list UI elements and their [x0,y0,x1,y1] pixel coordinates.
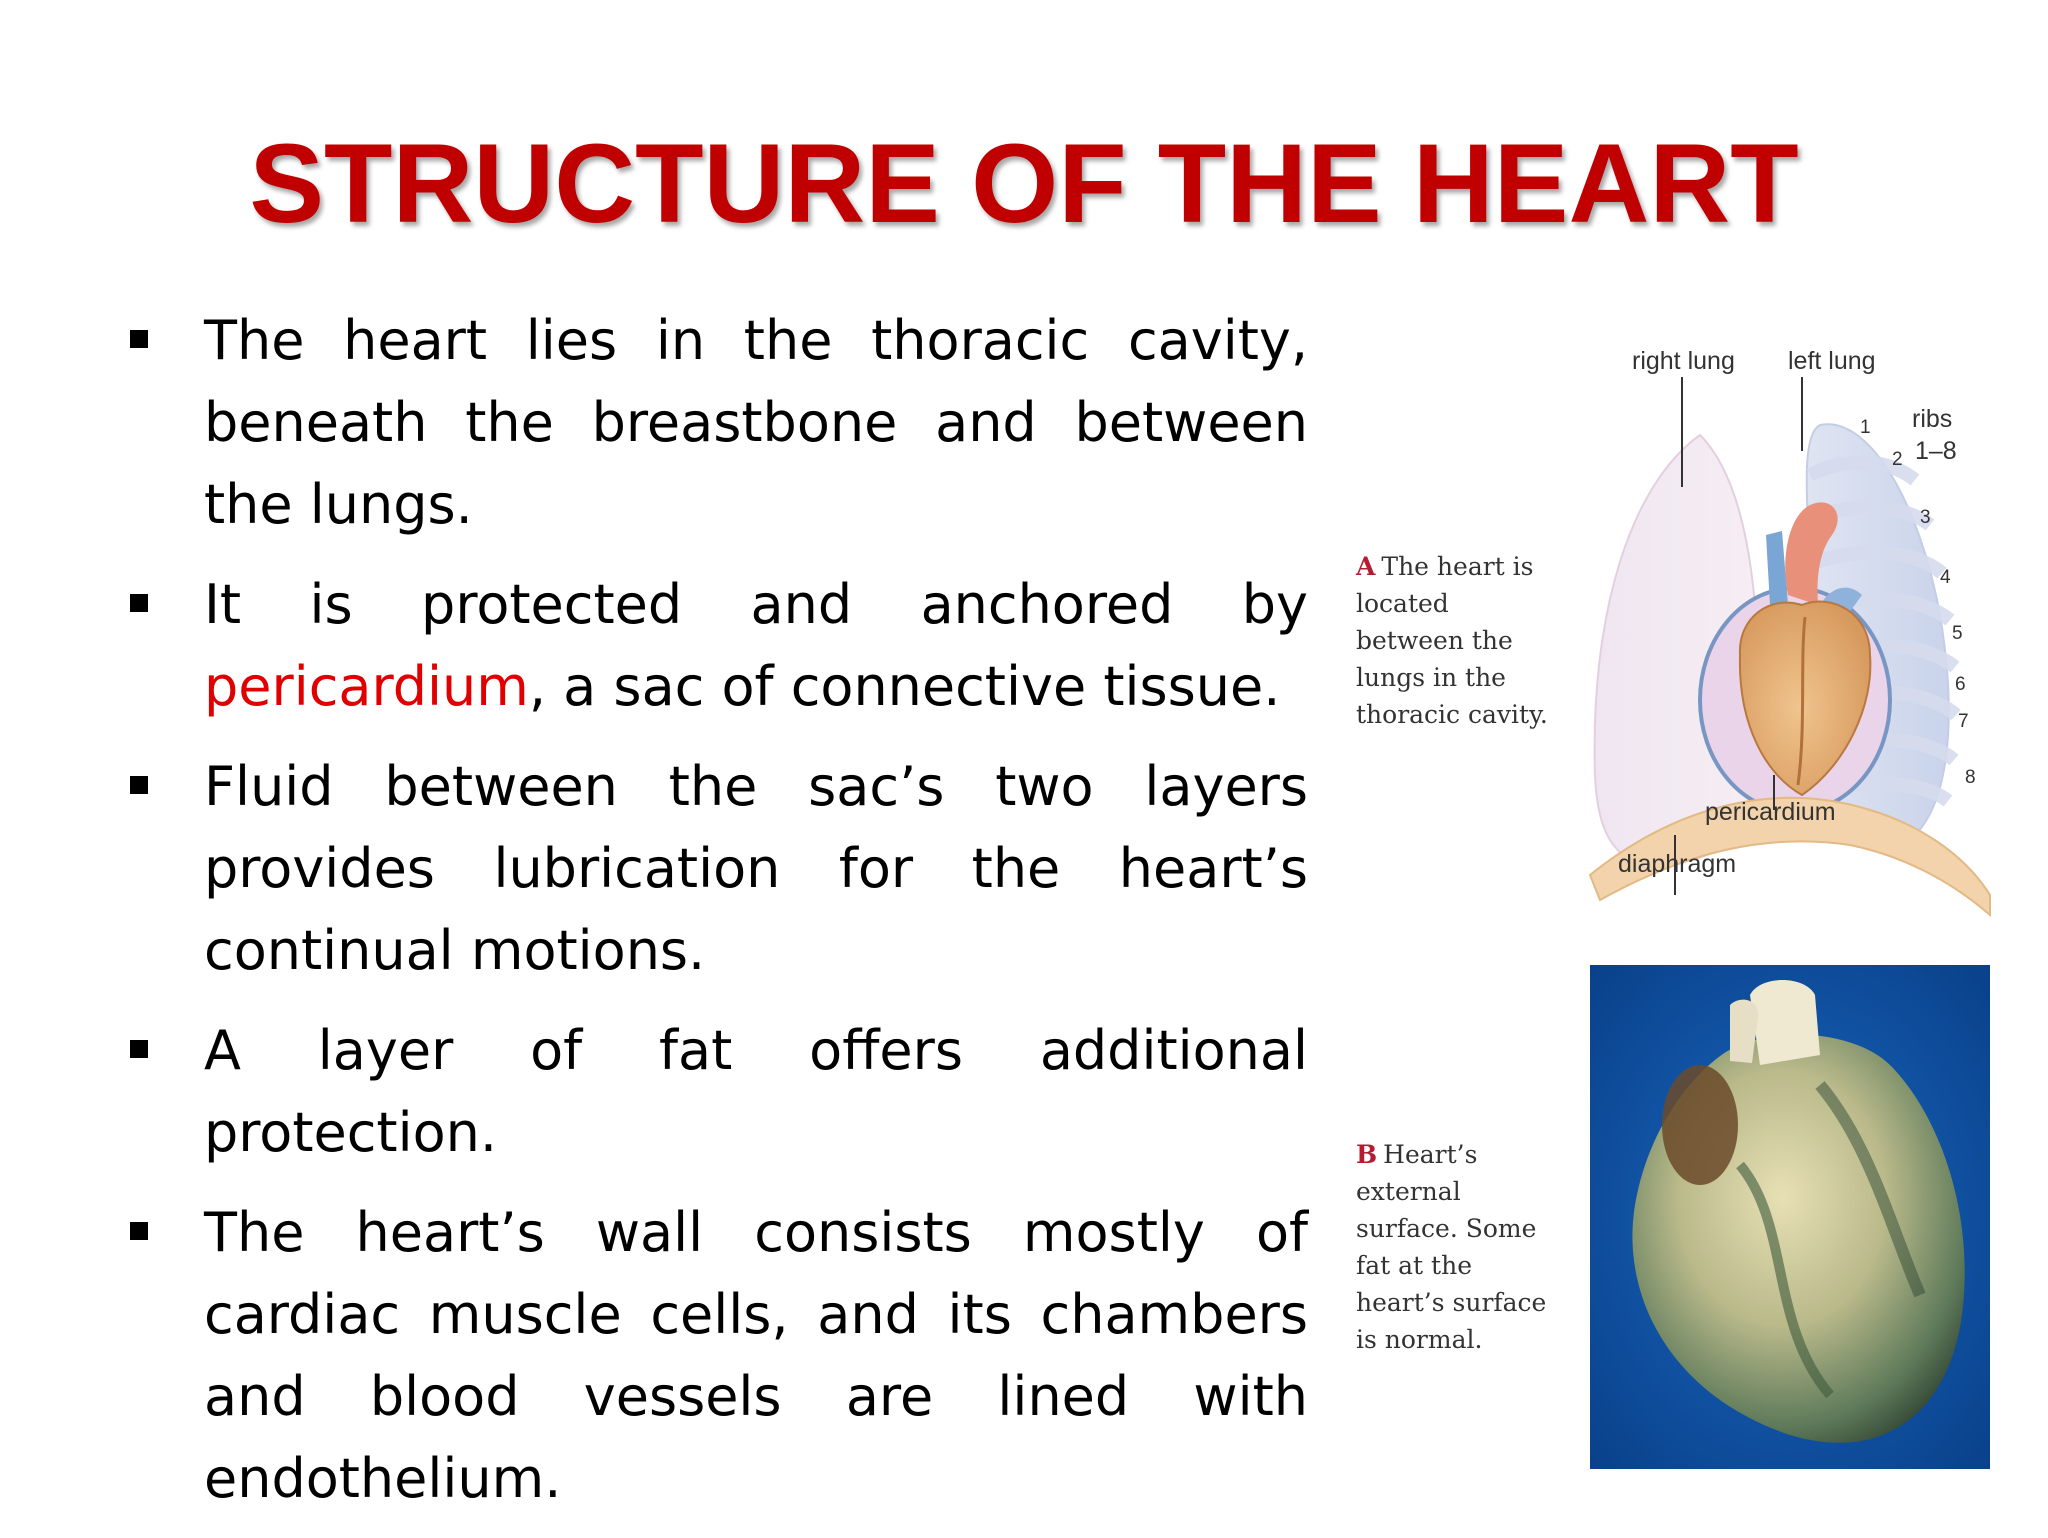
bullet-item [128,564,1308,728]
square-bullet-icon [130,330,148,348]
square-bullet-icon [130,1222,148,1240]
bullet-text-after: , a sac of connective tissue. [528,655,1281,718]
pericardium-term: pericardium [204,655,529,718]
figure-a-caption-text: The heart is located between the lungs in the thoracic cavity. [1356,552,1548,729]
bullet-item [128,1192,1308,1520]
label-right-lung: right lung [1632,347,1735,375]
bullet-text: Fluid between the sac’s two layers provides lubrication for the heart’s continual motions. [204,755,1308,982]
bullet-text-before: It is protected and anchored by [204,573,1308,636]
rib-number: 6 [1955,674,1966,695]
figure-a-letter: A [1356,552,1376,581]
bullet-item [128,1010,1308,1174]
rib-number: 8 [1965,767,1976,788]
label-diaphragm: diaphragm [1618,850,1737,878]
label-ribs: ribs [1912,405,1953,433]
label-pericardium: pericardium [1705,798,1836,826]
square-bullet-icon [130,776,148,794]
slide-title: STRUCTURE OF THE HEART [249,121,1799,246]
bullet-text: The heart lies in the thoracic cavity, beneath the breastbone and between the lungs. [204,309,1308,536]
bullet-text: The heart’s wall consists mostly of cardiac muscle cells, and its chambers and blood vessels are lined with endothelium. [204,1201,1308,1510]
square-bullet-icon [130,594,148,612]
rib-number: 4 [1940,567,1951,588]
label-left-lung: left lung [1788,347,1876,375]
heart-external-surface-photo [1590,965,1990,1469]
figure-b-caption [1356,1136,1556,1354]
figure-b-caption-text: Heart’s external surface. Some fat at the heart’s surface is normal. [1356,1140,1547,1354]
figure-a-caption [1356,548,1556,733]
bullet-list [128,300,1308,1538]
thoracic-cavity-illustration [1570,347,2010,945]
rib-number: 5 [1952,623,1963,644]
bullet-text: A layer of fat offers additional protection. [204,1019,1308,1164]
bullet-item [128,746,1308,992]
figure-b-letter: B [1356,1140,1378,1169]
rib-number: 7 [1958,711,1969,732]
square-bullet-icon [130,1040,148,1058]
rib-number: 1 [1860,417,1871,438]
bullet-item [128,300,1308,546]
rib-number: 2 [1892,449,1903,470]
rib-number: 3 [1920,507,1931,528]
label-ribs-range: 1–8 [1915,437,1957,465]
